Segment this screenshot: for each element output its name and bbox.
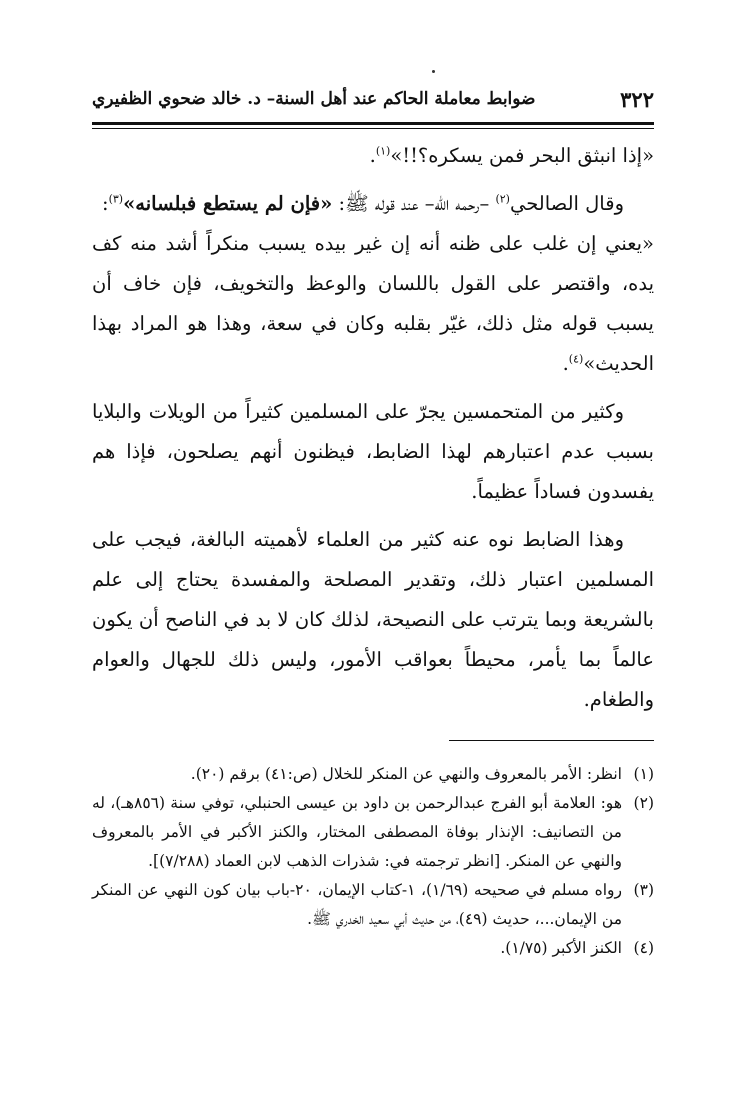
hadith-quote: «فإن لم يستطع فبلسانه» <box>123 192 333 215</box>
footnote-item <box>92 789 654 876</box>
quote-text: «يعني إن غلب على ظنه أنه إن غير بيده يسبب منكراً أشد منه كف يده، واقتصر على القول باللسان والوعظ والتخويف، فإن خاف أن يسبب قوله مثل ذلك، غيّر بقلبه وكان في سعة، وهذا هو المراد بهذا الحديث» <box>92 232 654 375</box>
footnote-number: (٢) <box>633 794 654 812</box>
footnote-ref-1: (١) <box>375 144 391 158</box>
footnote-text: الكنز الأكبر (١/٧٥). <box>500 939 622 957</box>
main-text <box>92 136 654 720</box>
header-rule-thin <box>92 128 654 129</box>
footnote-item <box>92 934 654 963</box>
quote-text: «إذا انبثق البحر فمن يسكره؟!!» <box>390 144 654 167</box>
footnote-ref-4: (٤) <box>568 352 584 366</box>
paragraph-text: وقال الصالحي <box>509 192 624 215</box>
page-header <box>92 84 654 114</box>
footnotes <box>92 760 654 963</box>
footnote-separator <box>449 740 654 741</box>
footnote-text: انظر: الأمر بالمعروف والنهي عن المنكر للخلال (ص:٤١) برقم (٢٠). <box>190 765 622 783</box>
footnote-ref-3: (٣) <box>108 192 124 206</box>
paragraph-2 <box>92 184 654 224</box>
page-number: ٣٢٢ <box>620 86 654 112</box>
paragraph-1 <box>92 136 654 176</box>
punctuation: . <box>562 352 569 375</box>
footnote-text: هو: العلامة أبو الفرج عبدالرحمن بن داود بن عيسى الحنبلي، توفي سنة (٨٥٦هـ)، له من التصانيف: الإنذار بوفاة المصطفى المختار، والكنز الأكبر في الأمر بالمعروف والنهي عن المنكر. [انظر ترجمته في: شذرات الذهب لابن العماد (٧/٢٨٨)]. <box>92 794 622 870</box>
paragraph-5: وهذا الضابط نوه عنه كثير من العلماء لأهميته البالغة، فيجب على المسلمين اعتبار ذلك، وتقدير المصلحة والمفسدة يحتاج إلى علم بالشريعة وبما يترتب على النصيحة، لذلك كان لا بد في الناصح أن يكون عالماً بما يأمر، محيطاً بعواقب الأمور، وليس ذلك للجهال والعوام والطغام. <box>92 528 654 711</box>
footnote-item <box>92 876 654 934</box>
paragraph-4: وكثير من المتحمسين يجرّ على المسلمين كثيراً من الويلات والبلايا بسبب عدم اعتبارهم لهذا الضابط، فيظنون أنهم يصلحون، فإذا هم يفسدون فساداً عظيماً. <box>92 400 654 503</box>
punctuation: : <box>102 192 109 215</box>
footnote-item <box>92 760 654 789</box>
punctuation: . <box>369 144 376 167</box>
paragraph-text: –رحمه الله– عند قوله ﷺ: <box>332 192 496 215</box>
footnote-number: (٣) <box>633 881 654 899</box>
footnote-number: (٤) <box>633 939 654 957</box>
footnote-ref-2: (٢) <box>495 192 510 206</box>
header-rule-thick <box>92 122 654 125</box>
header-dot <box>432 70 435 73</box>
running-title: ضوابط معاملة الحاكم عند أهل السنة– د. خالد ضحوي الظفيري <box>92 89 536 109</box>
paragraph-3 <box>92 224 654 384</box>
footnote-number: (١) <box>633 765 654 783</box>
footnote-text: رواه مسلم في صحيحه (١/٦٩)، ١-كتاب الإيمان، ٢٠-باب بيان كون النهي عن المنكر من الإيمان...، حديث (٤٩)، من حديث أبي سعيد الخدري ﷺ. <box>92 881 622 928</box>
